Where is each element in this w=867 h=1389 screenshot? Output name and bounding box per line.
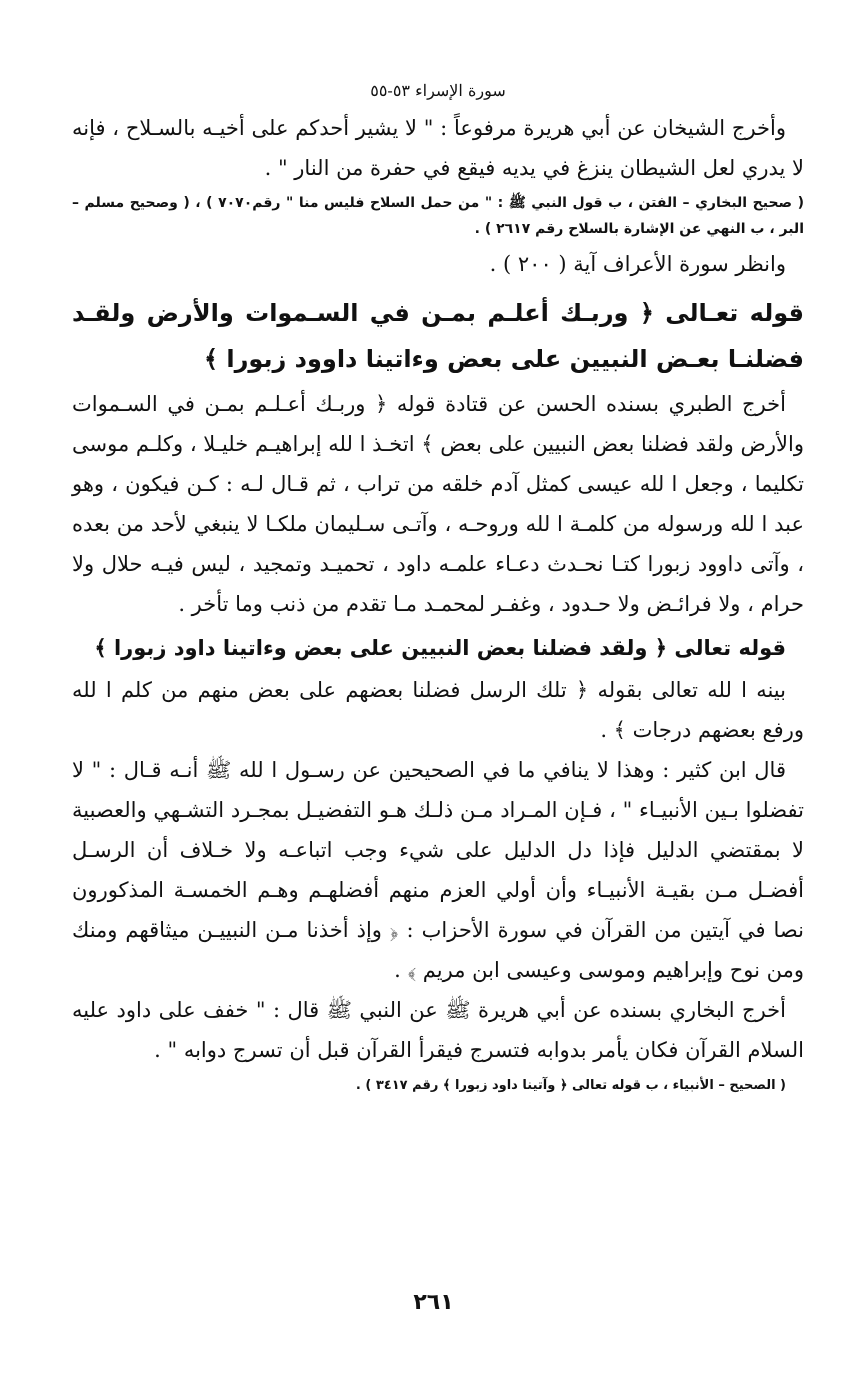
reference-sahih-anbiya: ( الصحيح – الأنبياء ، ب قوله تعالى ﴿ وآتينا داود زبورا ﴾ رقم ٣٤١٧ ) . <box>355 1078 786 1093</box>
page-header-title: سورة الإسراء ٥٣-٥٥ <box>370 81 506 100</box>
paragraph-explained-by-verse: بينه ا لله تعالى بقوله ﴿ تلك الرسل فضلنا بعضهم على بعض منهم من كلم ا لله ورفع بعضهم درجات ﴾ . <box>72 678 804 742</box>
page-content <box>72 78 804 1098</box>
section-heading-verse-55: قوله تعـالى ﴿ وربـك أعلـم بمـن في السـموات والأرض ولقـد فضلنـا بعـض النبيين على بعض وءاتينا داوود زبورا ﴾ <box>72 299 804 373</box>
reference-bukhari-muslim: ( صحيح البخاري – الفتن ، ب قول النبي ﷺ : " من حمل السلاح فليس منا " رقم٧٠٧٠ ) ، ( وصحيح مسلم – البر ، ب النهي عن الإشارة بالسلاح رقم ٢٦١٧ ) . <box>72 195 804 237</box>
paragraph-see-surah-araf: وانظر سورة الأعراف آية ( ٢٠٠ ) . <box>489 252 786 276</box>
paragraph-bukhari-dawud: أخرج البخاري بسنده عن أبي هريرة ﷺ عن النبي ﷺ قال : " خفف على داود عليه السلام القرآن فكان يأمر بدوابه فتسرج فيقرأ القرآن قبل أن تسرج دوابه " . <box>72 998 804 1062</box>
page-number: ٢٦١ <box>413 1290 454 1315</box>
section-heading-prophets-preference: قوله تعالى ﴿ ولقد فضلنا بعض النبيين على بعض وءاتينا داود زبورا ﴾ <box>94 636 786 660</box>
paragraph-ibn-kathir: قال ابن كثير : وهذا لا ينافي ما في الصحيحين عن رسـول ا لله ﷺ أنـه قـال : " لا تفضلوا بـين الأنبيـاء " ، فـإن المـراد مـن ذلـك هـو التفضيـل بمجـرد التشـهي والعصبية لا بمقتضي الدليل فإذا دل الدليل على شيء وجب اتباعـه ولا خـلاف أن الرسـل أفضـل مـن بقيـة الأنبيـاء وأن أولي العزم منهم أفضلهـم وهـم الخمسـة المذكورون نصا في آيتين من القرآن في سورة الأحزاب : ﴿ وإذ أخذنا مـن النبييـن ميثاقهم ومنك ومن نوح وإبراهيم وموسى وعيسى ابن مريم ﴾ . <box>72 758 804 982</box>
paragraph-tabari-qatada: أخرج الطبري بسنده الحسن عن قتادة قوله ﴿ وربـك أعـلـم بمـن في السـموات والأرض ولقد فضلنا بعض النبيين على بعض ﴾ اتخـذ ا لله إبراهيـم خليـلا ، وكلـم موسى تكليما ، وجعل ا لله عيسى كمثل آدم خلقه من تراب ، ثم قـال لـه : كـن فيكون ، وهو عبد ا لله ورسوله من كلمـة ا لله وروحـه ، وآتـى سـليمان ملكـا لا ينبغي لأحد من بعده ، وآتى داوود زبورا كتـا نحـدث دعـاء علمـه داود ، تحميـد وتمجيد ، ليس فيـه حلال ولا حرام ، ولا فرائـض ولا حـدود ، وغفـر لمحمـد مـا تقدم من ذنب وما تأخر . <box>72 392 804 616</box>
paragraph-hadith-weapon: وأخرج الشيخان عن أبي هريرة مرفوعاً : " لا يشير أحدكم على أخيـه بالسـلاح ، فإنه لا يدري لعل الشيطان ينزغ في يديه فيقع في حفرة من النار " . <box>72 116 804 180</box>
